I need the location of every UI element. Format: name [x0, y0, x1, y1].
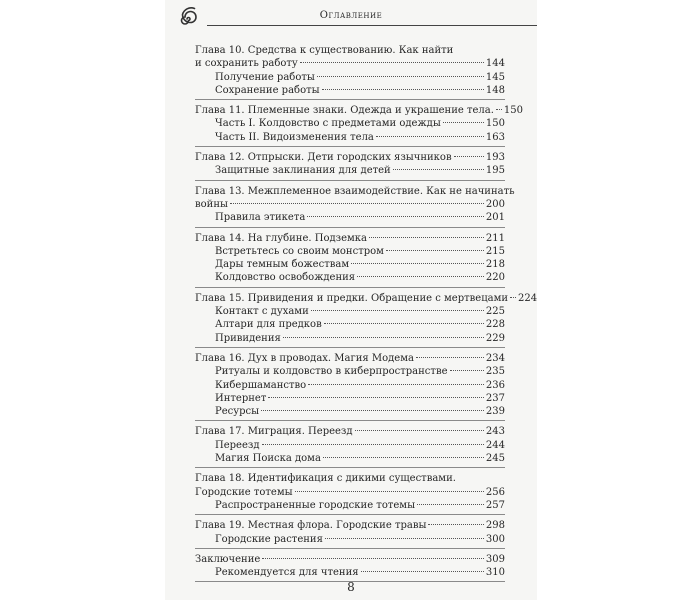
chapter-title: Глава 19. Местная флора. Городские травы: [195, 520, 427, 532]
dot-leader: [510, 297, 516, 298]
toc-chapter: [195, 472, 505, 515]
toc-chapter: [195, 292, 537, 348]
section-entry: [195, 332, 505, 345]
chapter-entry: [195, 486, 505, 499]
dot-leader: [454, 156, 484, 157]
chapter-title: и сохранить работу: [195, 58, 298, 70]
toc-chapter: [195, 553, 505, 583]
section-page: 310: [485, 567, 505, 579]
section-page: 236: [485, 379, 505, 391]
section-title: Привидения: [215, 332, 281, 344]
section-entry: [195, 392, 505, 405]
chapter-entry: [195, 198, 505, 211]
chapter-title: войны: [195, 198, 228, 210]
section-entry: [195, 71, 505, 84]
section-title: Ресурсы: [215, 406, 260, 418]
section-page: 245: [485, 453, 505, 465]
section-page: 220: [485, 272, 505, 284]
dot-leader: [450, 370, 484, 371]
section-page: 145: [485, 71, 505, 83]
chapter-page: 200: [485, 198, 505, 210]
dot-leader: [351, 263, 484, 264]
chapter-title: Глава 12. Отпрыски. Дети городских язычников: [195, 152, 452, 164]
toc-chapter: [195, 425, 505, 468]
chapter-page: 224: [518, 292, 537, 304]
dot-leader: [295, 491, 484, 492]
section-entry: [195, 245, 505, 258]
dot-leader: [355, 430, 484, 431]
section-title: Часть II. Видоизменения тела: [215, 131, 374, 143]
dot-leader: [325, 538, 484, 539]
section-entry: [195, 318, 505, 331]
chapter-entry: [195, 425, 505, 438]
section-page: 235: [485, 366, 505, 378]
dot-leader: [230, 203, 484, 204]
dot-leader: [317, 76, 484, 77]
section-title: Рекомендуется для чтения: [215, 567, 359, 579]
dot-leader: [262, 558, 484, 559]
section-title: Магия Поиска дома: [215, 453, 321, 465]
chapter-page: 298: [485, 520, 505, 532]
section-title: Интернет: [215, 392, 267, 404]
chapter-page: 256: [485, 486, 505, 498]
section-page: 229: [485, 332, 505, 344]
section-entry: [195, 566, 505, 579]
toc-chapter: [195, 104, 524, 147]
section-entry: [195, 271, 505, 284]
section-title: Получение работы: [215, 71, 315, 83]
section-page: 148: [485, 84, 505, 96]
section-entry: [195, 305, 505, 318]
section-entry: [195, 439, 505, 452]
dot-leader: [357, 276, 484, 277]
chapter-title: Глава 17. Миграция. Переезд: [195, 426, 353, 438]
dot-leader: [496, 109, 502, 110]
section-title: Дары темным божествам: [215, 259, 350, 271]
dot-leader: [311, 310, 484, 311]
section-title: Городские растения: [215, 533, 323, 545]
chapter-entry: [195, 57, 505, 70]
section-entry: [195, 131, 505, 144]
dot-leader: [443, 122, 484, 123]
section-page: 201: [485, 212, 505, 224]
toc-chapter: [195, 519, 505, 549]
dot-leader: [322, 89, 484, 90]
section-title: Алтари для предков: [215, 319, 322, 331]
section-page: 257: [485, 499, 505, 511]
dot-leader: [376, 136, 484, 137]
section-entry: [195, 164, 505, 177]
section-entry: [195, 499, 505, 512]
dot-leader: [369, 237, 484, 238]
chapter-page: 193: [485, 152, 505, 164]
section-entry: [195, 405, 505, 418]
header-rule: [207, 25, 537, 26]
section-title: Колдовство освобождения: [215, 272, 356, 284]
section-page: 218: [485, 259, 505, 271]
dot-leader: [300, 62, 484, 63]
dot-leader: [283, 337, 484, 338]
section-title: Правила этикета: [215, 212, 306, 224]
chapter-title-line: Глава 18. Идентификация с дикими существами.: [195, 473, 456, 485]
section-title: Кибершаманство: [215, 379, 307, 391]
toc-chapter: [195, 44, 505, 100]
dot-leader: [307, 216, 484, 217]
dot-leader: [308, 384, 484, 385]
section-page: 163: [485, 131, 505, 143]
section-title: Распространенные городские тотемы: [215, 499, 416, 511]
chapter-title: Городские тотемы: [195, 486, 293, 498]
dot-leader: [262, 444, 484, 445]
section-page: 150: [485, 118, 505, 130]
section-page: 225: [485, 306, 505, 318]
section-title: Защитные заклинания для детей: [215, 165, 391, 177]
section-title: Встретьтесь со своим монстром: [215, 245, 384, 257]
section-entry: [195, 379, 505, 392]
section-page: 215: [485, 245, 505, 257]
section-entry: [195, 211, 505, 224]
section-title: Сохранение работы: [215, 84, 320, 96]
chapter-entry: [195, 104, 524, 117]
section-page: 244: [485, 439, 505, 451]
chapter-page: 309: [485, 553, 505, 565]
chapter-entry: [195, 151, 505, 164]
section-page: 300: [485, 533, 505, 545]
table-of-contents: [195, 44, 537, 586]
section-title: Ритуалы и колдовство в киберпространстве: [215, 366, 448, 378]
chapter-entry: [195, 232, 505, 245]
chapter-page: 211: [485, 232, 505, 244]
chapter-entry: [195, 519, 505, 532]
section-entry: [195, 452, 505, 465]
dot-leader: [268, 397, 484, 398]
toc-chapter: [195, 352, 505, 421]
chapter-entry: [195, 292, 537, 305]
dot-leader: [416, 357, 484, 358]
book-page: [165, 0, 537, 600]
chapter-page: 234: [485, 352, 505, 364]
toc-chapter: [195, 151, 505, 181]
chapter-title: Глава 14. На глубине. Подземка: [195, 232, 368, 244]
chapter-entry: [195, 352, 505, 365]
chapter-page: 243: [485, 426, 505, 438]
dot-leader: [393, 169, 484, 170]
chapter-title: Глава 11. Племенные знаки. Одежда и украшение тела.: [195, 105, 494, 117]
dot-leader: [361, 571, 484, 572]
chapter-title-line: Глава 13. Межплеменное взаимодействие. Как не начинать: [195, 185, 515, 197]
chapter-title: Глава 16. Дух в проводах. Магия Модема: [195, 352, 414, 364]
section-page: 237: [485, 392, 505, 404]
section-entry: [195, 365, 505, 378]
section-page: 195: [485, 165, 505, 177]
dot-leader: [417, 504, 484, 505]
chapter-page: 150: [503, 105, 524, 117]
dot-leader: [324, 323, 484, 324]
dot-leader: [428, 524, 483, 525]
section-entry: [195, 84, 505, 97]
section-title: Часть I. Колдовство с предметами одежды: [215, 118, 441, 130]
section-title: Контакт с духами: [215, 306, 309, 318]
dot-leader: [261, 410, 484, 411]
dot-leader: [386, 250, 484, 251]
section-title: Переезд: [215, 439, 260, 451]
chapter-title: Глава 15. Привидения и предки. Обращение с мертвецами: [195, 292, 509, 304]
section-entry: [195, 258, 505, 271]
chapter-page: 144: [485, 58, 505, 70]
page-number: 8: [347, 580, 355, 594]
chapter-title: Заключение: [195, 553, 261, 565]
page-header: [165, 4, 537, 34]
running-header-title: Оглавление: [165, 10, 537, 21]
section-page: 228: [485, 319, 505, 331]
dot-leader: [323, 457, 484, 458]
toc-chapter: [195, 232, 505, 288]
section-entry: [195, 533, 505, 546]
section-page: 239: [485, 406, 505, 418]
toc-chapter: [195, 185, 515, 228]
section-entry: [195, 117, 505, 130]
chapter-entry: [195, 553, 505, 566]
chapter-title-line: Глава 10. Средства к существованию. Как найти: [195, 45, 454, 56]
